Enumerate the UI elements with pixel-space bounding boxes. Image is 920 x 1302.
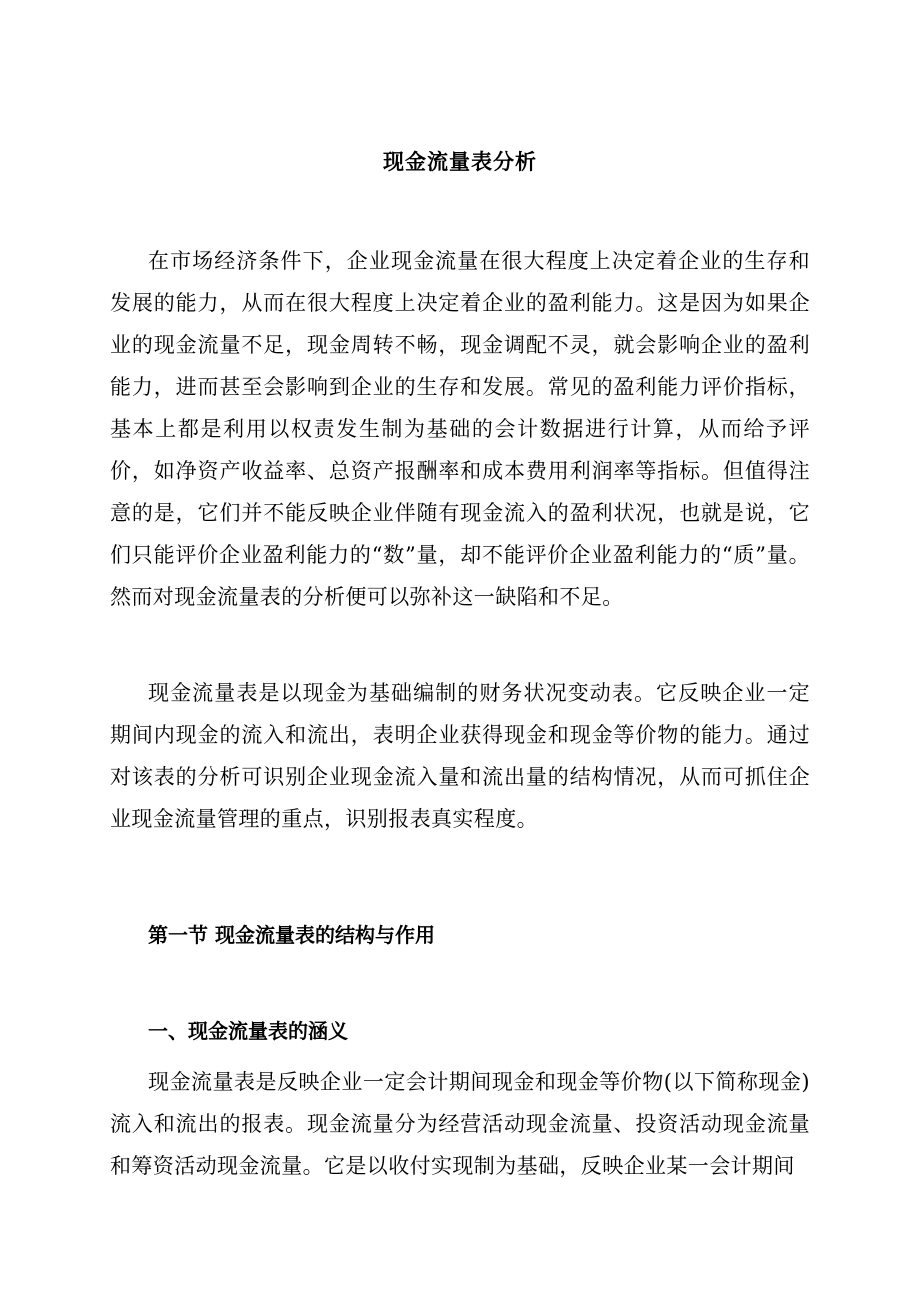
paragraph-meaning: 现金流量表是反映企业一定会计期间现金和现金等价物(以下简称现金)流入和流出的报表。现金流量分为经营活动现金流量、投资活动现金流量和筹资活动现金流量。它是以收付实现制为基础，反映企业某一会计期间: [110, 1070, 810, 1178]
chapter-heading: 第一节 现金流量表的结构与作用: [148, 923, 435, 947]
document-title: 现金流量表分析: [383, 149, 537, 174]
sub-heading: 一、现金流量表的涵义: [148, 1019, 348, 1043]
paragraph-definition: 现金流量表是以现金为基础编制的财务状况变动表。它反映企业一定期间内现金的流入和流出，表明企业获得现金和现金等价物的能力。通过对该表的分析可识别企业现金流入量和流出量的结构情况，从而可抓住企业现金流量管理的重点，识别报表真实程度。: [110, 681, 810, 831]
paragraph-intro: 在市场经济条件下，企业现金流量在很大程度上决定着企业的生存和发展的能力，从而在很大程度上决定着企业的盈利能力。这是因为如果企业的现金流量不足，现金周转不畅，现金调配不灵，就会影响企业的盈利能力，进而甚至会影响到企业的生存和发展。常见的盈利能力评价指标，基本上都是利用以权责发生制为基础的会计数据进行计算，从而给予评价，如净资产收益率、总资产报酬率和成本费用利润率等指标。但值得注意的是，它们并不能反映企业伴随有现金流入的盈利状况，也就是说，它们只能评价企业盈利能力的“数”量，却不能评价企业盈利能力的“质”量。然而对现金流量表的分析便可以弥补这一缺陷和不足。: [110, 249, 810, 609]
